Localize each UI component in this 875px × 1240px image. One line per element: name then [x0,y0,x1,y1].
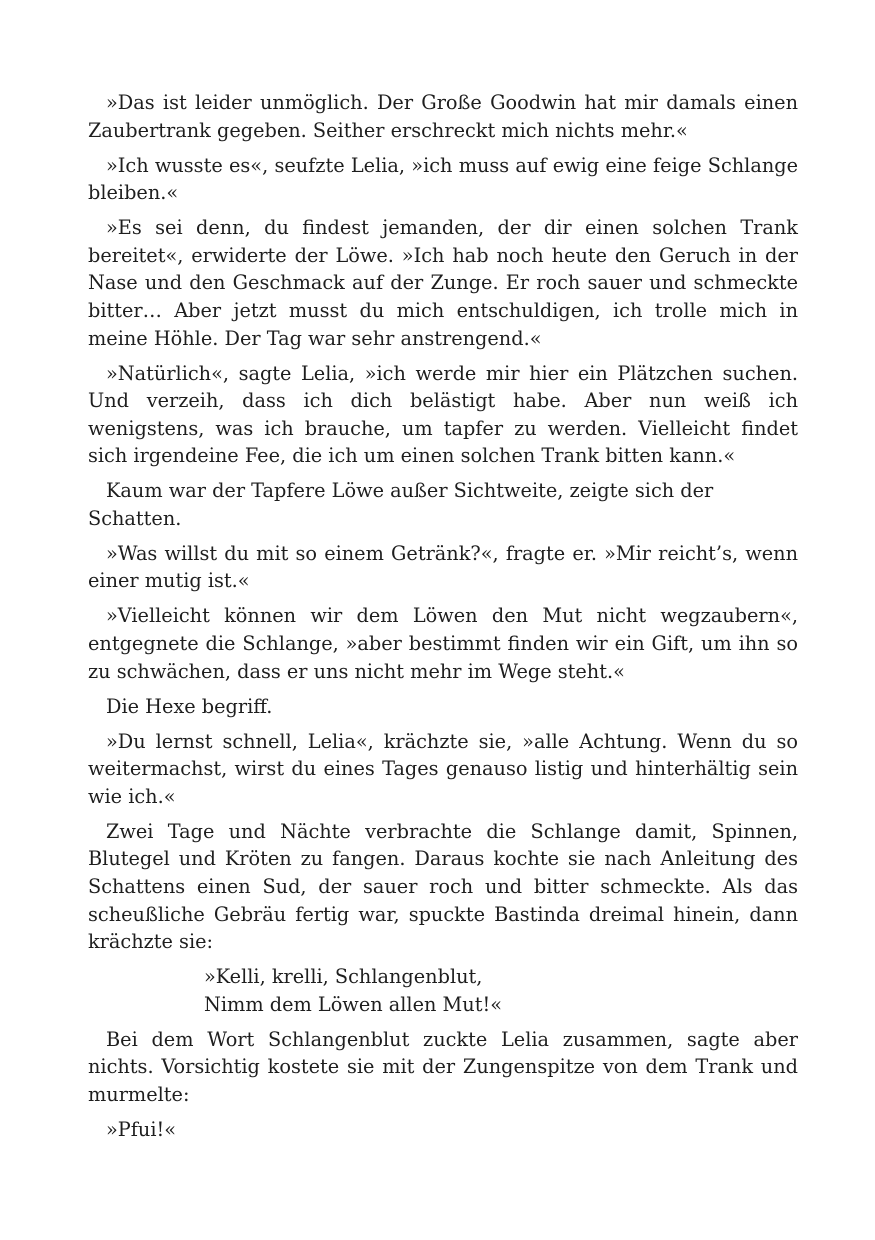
paragraph-4: »Natürlich«, sagte Lelia, »ich werde mir hier ein Plätzchen suchen. Und verzeih, dass ich dich belästigt habe. Aber nun weiß ich wenigstens, was ich brauche, um tapfer zu werden. Vielleicht findet sich irgendeine Fee, die ich um einen solchen Trank bitten kann.« [88,361,798,468]
paragraph-8: Die Hexe begriff. [106,694,273,718]
paragraph-6: »Was willst du mit so einem Getränk?«, fragte er. »Mir reicht’s, wenn einer mutig ist.« [88,541,798,593]
paragraph-5: Kaum war der Tapfere Löwe außer Sichtweite, zeigte sich der Schatten. [88,479,714,530]
paragraph-1: »Das ist leider unmöglich. Der Große Goodwin hat mir damals einen Zaubertrank gegeben. Seither erschreckt mich nichts mehr.« [88,91,798,142]
paragraph-12: »Pfui!« [106,1117,177,1141]
paragraph-9: »Du lernst schnell, Lelia«, krächzte sie, »alle Achtung. Wenn du so weitermachst, wirst du eines Tages genauso listig und hinterhältig sein wie ich.« [88,729,798,808]
paragraph-7: »Vielleicht können wir dem Löwen den Mut nicht wegzaubern«, entgegnete die Schlange, »aber bestimmt finden wir ein Gift, um ihn so zu schwächen, dass er uns nicht mehr im Wege steht.« [88,604,798,683]
paragraph-10: Zwei Tage und Nächte verbrachte die Schlange damit, Spinnen, Blutegel und Kröten zu fangen. Daraus kochte sie nach Anleitung des Schattens einen Sud, der sauer roch und bitter schmeckte. Als das scheußliche Gebräu fertig war, spuckte Bastinda dreimal hinein, dann krächzte sie: [88,819,798,954]
verse-block [204,963,798,1018]
verse-line-2: Nimm dem Löwen allen Mut!« [204,992,503,1016]
book-page [88,89,798,1151]
paragraph-3: »Es sei denn, du findest jemanden, der dir einen solchen Trank bereitet«, erwiderte der Löwe. »Ich hab noch heute den Geruch in der Nase und den Geschmack auf der Zunge. Er roch sauer und schmeckte bitter… Aber jetzt musst du mich entschuldigen, ich trolle mich in meine Höhle. Der Tag war sehr anstrengend.« [88,216,798,350]
paragraph-11: Bei dem Wort Schlangenblut zuckte Lelia zusammen, sagte aber nichts. Vorsichtig kostete sie mit der Zungenspitze von dem Trank und murmelte: [88,1027,798,1106]
verse-line-1: »Kelli, krelli, Schlangenblut, [204,965,483,989]
paragraph-2: »Ich wusste es«, seufzte Lelia, »ich muss auf ewig eine feige Schlange bleiben.« [88,153,798,205]
